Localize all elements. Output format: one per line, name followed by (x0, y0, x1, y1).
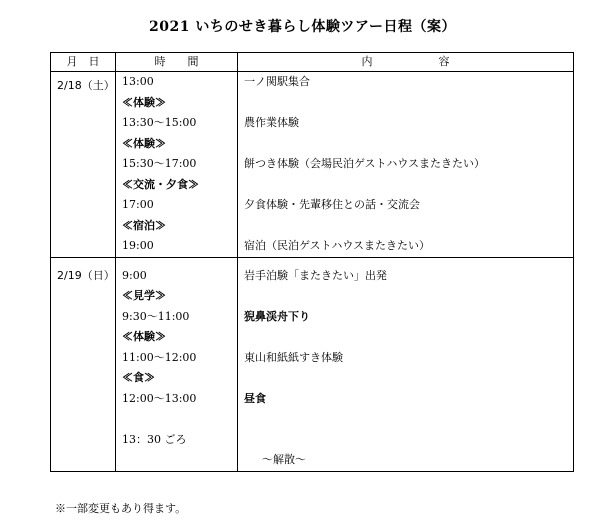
time-item: 13:00 (122, 75, 154, 88)
time-item: 9:30～11:00 (122, 309, 190, 323)
content-item: 昼食 (244, 391, 266, 405)
time-item: 17:00 (122, 198, 154, 211)
time-item: ≪宿泊≫ (122, 218, 166, 232)
page-title: 2021 いちのせき暮らし体験ツアー日程（案） (149, 19, 456, 35)
content-item: 猊鼻渓舟下り (244, 309, 310, 323)
time-item: ≪体験≫ (122, 95, 166, 109)
day-times (116, 72, 238, 258)
time-item: 12:00～13:00 (122, 391, 197, 405)
time-item: 11:00～12:00 (122, 350, 197, 364)
day-date: 2/18（土） (51, 72, 116, 258)
schedule-table (50, 52, 574, 472)
time-item (122, 450, 237, 471)
content-item: 岩手泊験「またきたい」出発 (244, 268, 387, 282)
content-item: 農作業体験 (244, 116, 299, 129)
content-item (244, 430, 573, 451)
content-item (244, 175, 573, 196)
day-contents (238, 72, 574, 258)
time-item: 13：30 ごろ (122, 432, 187, 446)
day-row-1 (51, 72, 574, 258)
header-time: 時 間 (116, 53, 238, 72)
content-item: 餅つき体験（会場民泊ゲストハウスまたきたい） (244, 157, 486, 170)
content-item (244, 368, 573, 389)
time-item: 9:00 (122, 268, 147, 282)
time-item: ≪見学≫ (122, 289, 166, 302)
time-item: ≪食≫ (122, 371, 155, 384)
header-row (51, 53, 574, 72)
header-content: 内 容 (238, 53, 574, 72)
time-item: ≪体験≫ (122, 136, 166, 150)
content-item: ～解散～ (262, 453, 306, 466)
footnote: ※一部変更もあり得ます。 (55, 502, 187, 515)
content-item: 夕食体験・先輩移住との話・交流会 (244, 198, 420, 211)
content-item (244, 327, 573, 348)
content-item: 東山和紙紙すき体験 (244, 350, 343, 364)
content-item (244, 216, 573, 237)
content-item (244, 409, 573, 430)
content-item (244, 134, 573, 155)
time-item: 19:00 (122, 239, 154, 252)
time-item: 13:30～15:00 (122, 116, 197, 129)
time-item (122, 409, 237, 430)
time-item: ≪交流・夕食≫ (122, 177, 199, 191)
content-item: 宿泊（民泊ゲストハウスまたきたい） (244, 239, 431, 252)
day-contents (238, 257, 574, 471)
day-times (116, 257, 238, 471)
day-date: 2/19（日） (51, 257, 116, 471)
time-item: 15:30～17:00 (122, 157, 197, 170)
time-item: ≪体験≫ (122, 330, 166, 343)
content-item (244, 286, 573, 307)
day-row-2 (51, 257, 574, 471)
content-item: 一ノ関駅集合 (244, 75, 310, 88)
content-item (244, 93, 573, 114)
header-date: 月 日 (51, 53, 116, 72)
